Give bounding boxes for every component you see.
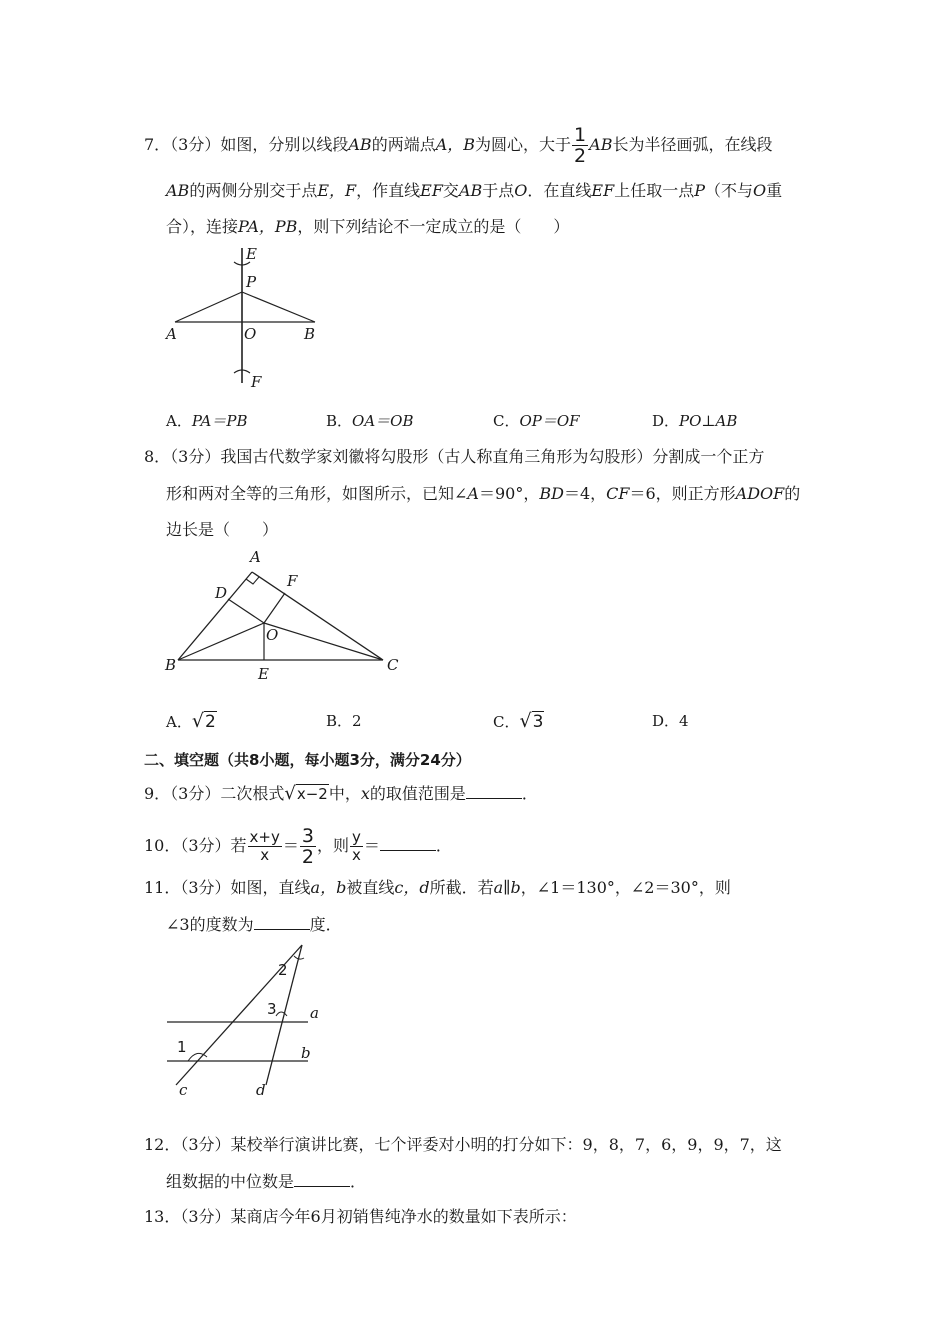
q8-line-2: 形和两对全等的三角形，如图所示，已知∠A＝90°，BD＝4，CF＝6，则正方形ADOF的 [166,484,801,503]
q12-line-2: 组数据的中位数是 ． [166,1172,367,1191]
q8-label-d: D [215,584,228,602]
q7-figure [160,245,316,395]
q10-line: 10．（3分）若 $\frac{x+y}{x}$ ＝ $\frac{3}{2}$ ，则 $\frac{y}{x}$ ＝ ． [144,825,452,868]
q11-label-2: 2 [278,961,288,979]
q11-label-1: 1 [177,1038,187,1056]
q7-label-a: A [166,325,177,343]
q8-option-c[interactable]: C．√3 [493,710,544,732]
q7-line-2: AB的两侧分别交于点E，F，作直线EF交AB于点O．在直线EF上任取一点P（不与O重 [166,181,783,200]
q11-label-3: 3 [267,1000,277,1018]
q8-label-a: A [250,548,261,566]
q8-figure [160,548,405,688]
q7-option-a[interactable]: A．PA＝PB [166,412,248,430]
q7-label-b: B [304,325,316,343]
q11-label-d: d [256,1081,266,1099]
q8-option-d[interactable]: D．4 [652,712,689,730]
q8-line-1: 8．（3分）我国古代数学家刘徽将勾股形（古人称直角三角形为勾股形）分割成一个正方 [144,447,765,466]
q7-label-f: F [251,373,262,391]
q9-line: 9．（3分）二次根式√x−2中，x的取值范围是 ． [144,783,538,804]
q8-option-a[interactable]: A．√2 [166,710,216,732]
q8-label-f: F [287,572,298,590]
q7-option-c[interactable]: C．OP＝OF [493,412,580,430]
q11-figure [160,940,335,1100]
q13-line-1: 13．（3分）某商店今年6月初销售纯净水的数量如下表所示： [144,1207,577,1226]
q11-line-1: 11．（3分）如图，直线a，b被直线c，d所截．若a∥b，∠1＝130°，∠2＝30°，则 [144,878,731,897]
q10-fraction-3: $\frac{y}{x}$ [352,828,361,864]
q8-label-b: B [165,656,177,674]
q11-answer-blank[interactable] [254,913,310,930]
section-heading: 二、填空题（共8小题，每小题3分，满分24分） [144,751,471,769]
q7-line-3: 合），连接PA，PB，则下列结论不一定成立的是（ ） [166,217,570,236]
q12-line-1: 12．（3分）某校举行演讲比赛，七个评委对小明的打分如下：9，8，7，6，9，9，7，这 [144,1135,782,1154]
q12-answer-blank[interactable] [294,1170,350,1187]
q7-label-p: P [246,273,257,291]
q7-option-d[interactable]: D．PO⊥AB [652,412,738,430]
sqrt-x-minus-2: √x−2 [284,783,328,804]
q7-label-e: E [246,245,257,263]
q8-option-b[interactable]: B．2 [326,712,362,730]
q11-label-a: a [310,1004,319,1022]
q8-label-o: O [266,626,279,644]
q7-label-o: O [244,325,257,343]
q11-label-c: c [179,1081,188,1099]
sqrt-2: √2 [191,710,216,732]
q9-answer-blank[interactable] [466,782,522,799]
q8-label-e: E [258,665,269,683]
q11-line-2: ∠3的度数为 度． [166,915,342,934]
q8-line-3: 边长是（ ） [166,520,279,539]
sqrt-3: √3 [519,710,544,732]
q8-label-c: C [387,656,399,674]
q7-option-b[interactable]: B．OA＝OB [326,412,414,430]
q7-line-1: 7．（3分）如图，分别以线段AB的两端点A，B为圆心，大于 $\frac{1}{2}$ AB长为半径画弧，在线段 [144,124,773,167]
q10-answer-blank[interactable] [380,834,436,851]
q7-fraction: $\frac{1}{2}$ [574,124,587,167]
q10-fraction-2: $\frac{3}{2}$ [301,825,314,868]
q11-label-b: b [301,1044,311,1062]
q10-fraction-1: $\frac{x+y}{x}$ [249,828,280,864]
